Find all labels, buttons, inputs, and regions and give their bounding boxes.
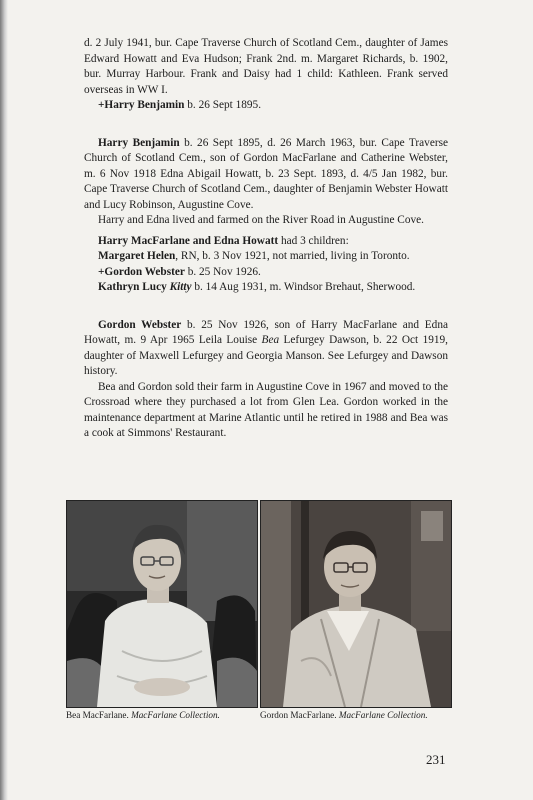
caption-name: Bea MacFarlane. [66,710,132,720]
child-gordon [84,265,448,281]
caption-source: MacFarlane Collection. [131,710,220,720]
nickname-bea: Bea [261,334,280,346]
entry-text: , RN, b. 3 Nov 1921, not married, living in Toronto. [175,250,410,262]
entry-text: b. 25 Nov 1926, son of Harry MacFarlane and Edna Howatt, m. 9 Apr 1965 Leila Louise [84,318,448,346]
entry-harry-benjamin-ref [84,98,448,114]
entry-text: b. 25 Nov 1926. [184,265,261,278]
name-gordon-webster-ref: +Gordon Webster [98,265,185,278]
name-margaret-helen: Margaret Helen [98,250,176,262]
name-harry-edna: Harry MacFarlane and Edna Howatt [98,234,279,247]
children-heading [84,234,448,250]
paragraph-harry-edna-farm: Harry and Edna lived and farmed on the River Road in Augustine Cove. [98,214,424,226]
child-kathryn [84,280,448,296]
entry-text: Lefurgey Dawson, b. 22 Oct 1919, daughter of Maxwell Lefurgey and Georgia Manson. See Lefurgey and Dawson history. [84,334,448,377]
caption-gordon-macfarlane [260,710,428,720]
name-kathryn-lucy: Kathryn Lucy [98,281,170,293]
caption-bea-macfarlane [66,710,220,720]
entry-text: b. 14 Aug 1931, m. Windsor Brehaut, Sherwood. [191,281,416,293]
nickname-kitty: Kitty [169,281,192,293]
paragraph-gordon-webster [84,318,448,380]
photo-bea-macfarlane [66,500,258,708]
body-text [84,36,448,442]
caption-source: MacFarlane Collection. [338,710,428,720]
entry-text: b. 26 Sept 1895. [184,99,262,111]
name-gordon-webster-heading: Gordon Webster [98,318,182,331]
paragraph-bea-gordon-move: Bea and Gordon sold their farm in Augustine Cove in 1967 and moved to the Crossroad where they purchased a lot from Glen Lea. Gordon worked in the maintenance department at Marine Atlantic until he retired in 1988 and Bea was a cook at Simmons' Restaurant. [84,380,448,439]
photo-gordon-macfarlane [260,500,452,708]
child-margaret [84,249,448,265]
page-binding-edge [0,0,8,800]
paragraph-harry-benjamin [84,136,448,214]
entry-text: had 3 children: [278,234,349,247]
entry-text: b. 26 Sept 1895, d. 26 March 1963, bur. Cape Traverse Church of Scotland Cem., son of Gordon MacFarlane and Catherine Webster, m. 6 Nov 1918 Edna Abigail Howatt, b. 23 Sept. 1893, d. 4/5 Jan 1982, bur. Cape Traverse Church of Scotland Cem., daughter of Benjamin Webster Howatt and Lucy Robinson, Augustine Cove. [84,136,449,211]
name-harry-benjamin: +Harry Benjamin [98,99,185,111]
page-number: 231 [426,752,446,767]
paragraph-frank: d. 2 July 1941, bur. Cape Traverse Church of Scotland Cem., daughter of James Edward Howatt and Eva Hudson; Frank 2nd. m. Margaret Richards, b. 1902, bur. Murray Harbour. Frank and Daisy had 1 child: Kathleen. Frank served overseas in WW I. [84,37,448,96]
caption-name: Gordon MacFarlane. [260,710,339,720]
name-harry-benjamin-heading: Harry Benjamin [98,136,180,149]
